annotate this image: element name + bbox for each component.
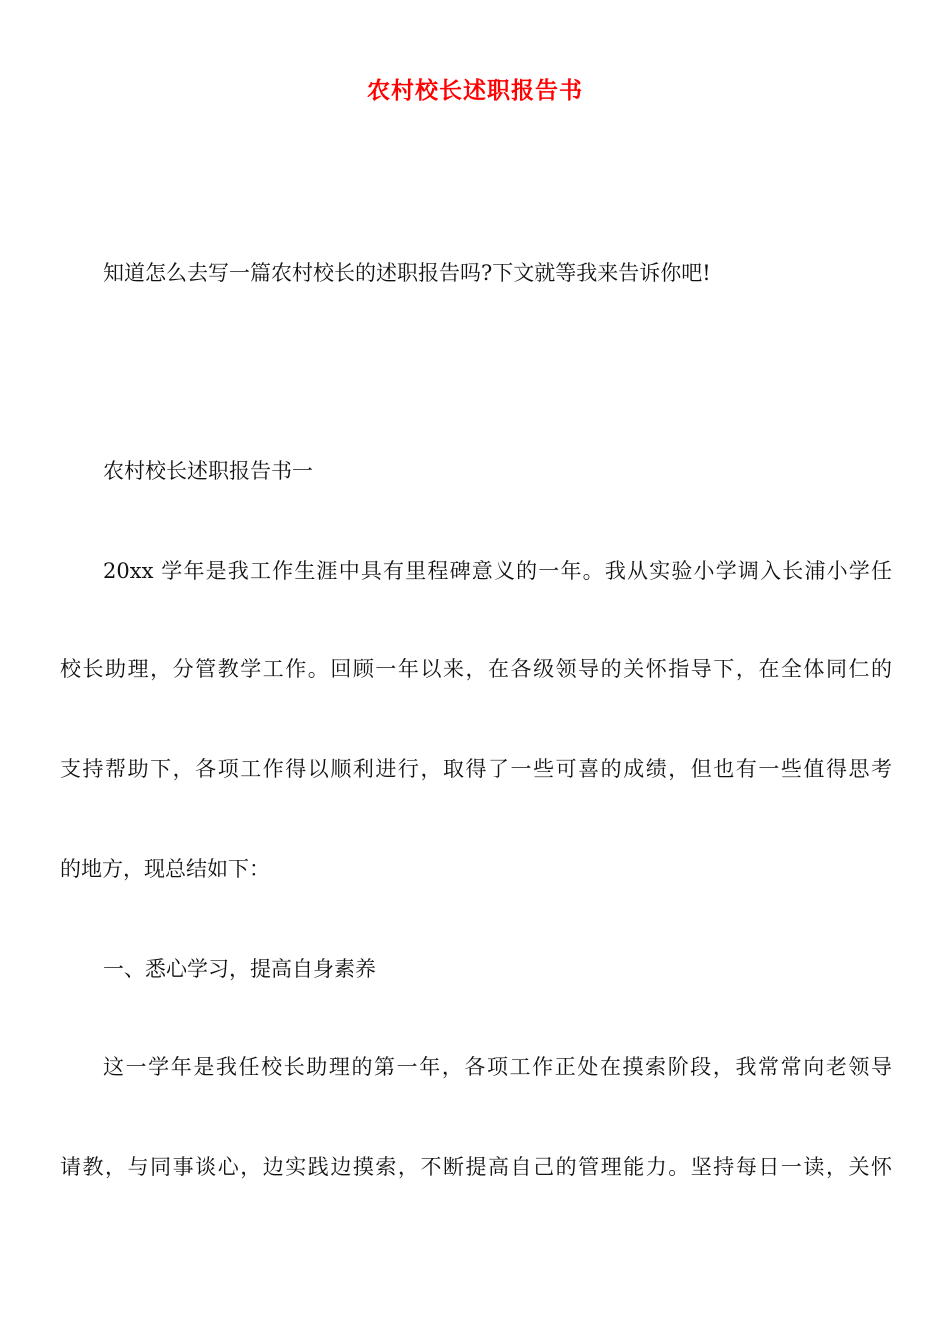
- body-line: 校长助理，分管教学工作。回顾一年以来，在各级领导的关怀指导下，在全体同仁的: [60, 657, 892, 681]
- body-line: 这一学年是我任校长助理的第一年，各项工作正处在摸索阶段，我常常向老领导: [103, 1055, 892, 1079]
- subsection-heading: 一、悉心学习，提高自身素养: [103, 957, 376, 981]
- body-line: 20xx 学年是我工作生涯中具有里程碑意义的一年。我从实验小学调入长浦小学任: [103, 559, 892, 583]
- body-line: 请教，与同事谈心，边实践边摸索，不断提高自己的管理能力。坚持每日一读，关怀: [60, 1155, 892, 1179]
- body-line: 的地方，现总结如下：: [60, 857, 270, 881]
- document-title: 农村校长述职报告书: [367, 78, 583, 104]
- body-line: 支持帮助下，各项工作得以顺利进行，取得了一些可喜的成绩，但也有一些值得思考: [60, 757, 892, 781]
- section-heading: 农村校长述职报告书一: [103, 459, 313, 483]
- intro-paragraph: 知道怎么去写一篇农村校长的述职报告吗?下文就等我来告诉你吧!: [103, 261, 711, 285]
